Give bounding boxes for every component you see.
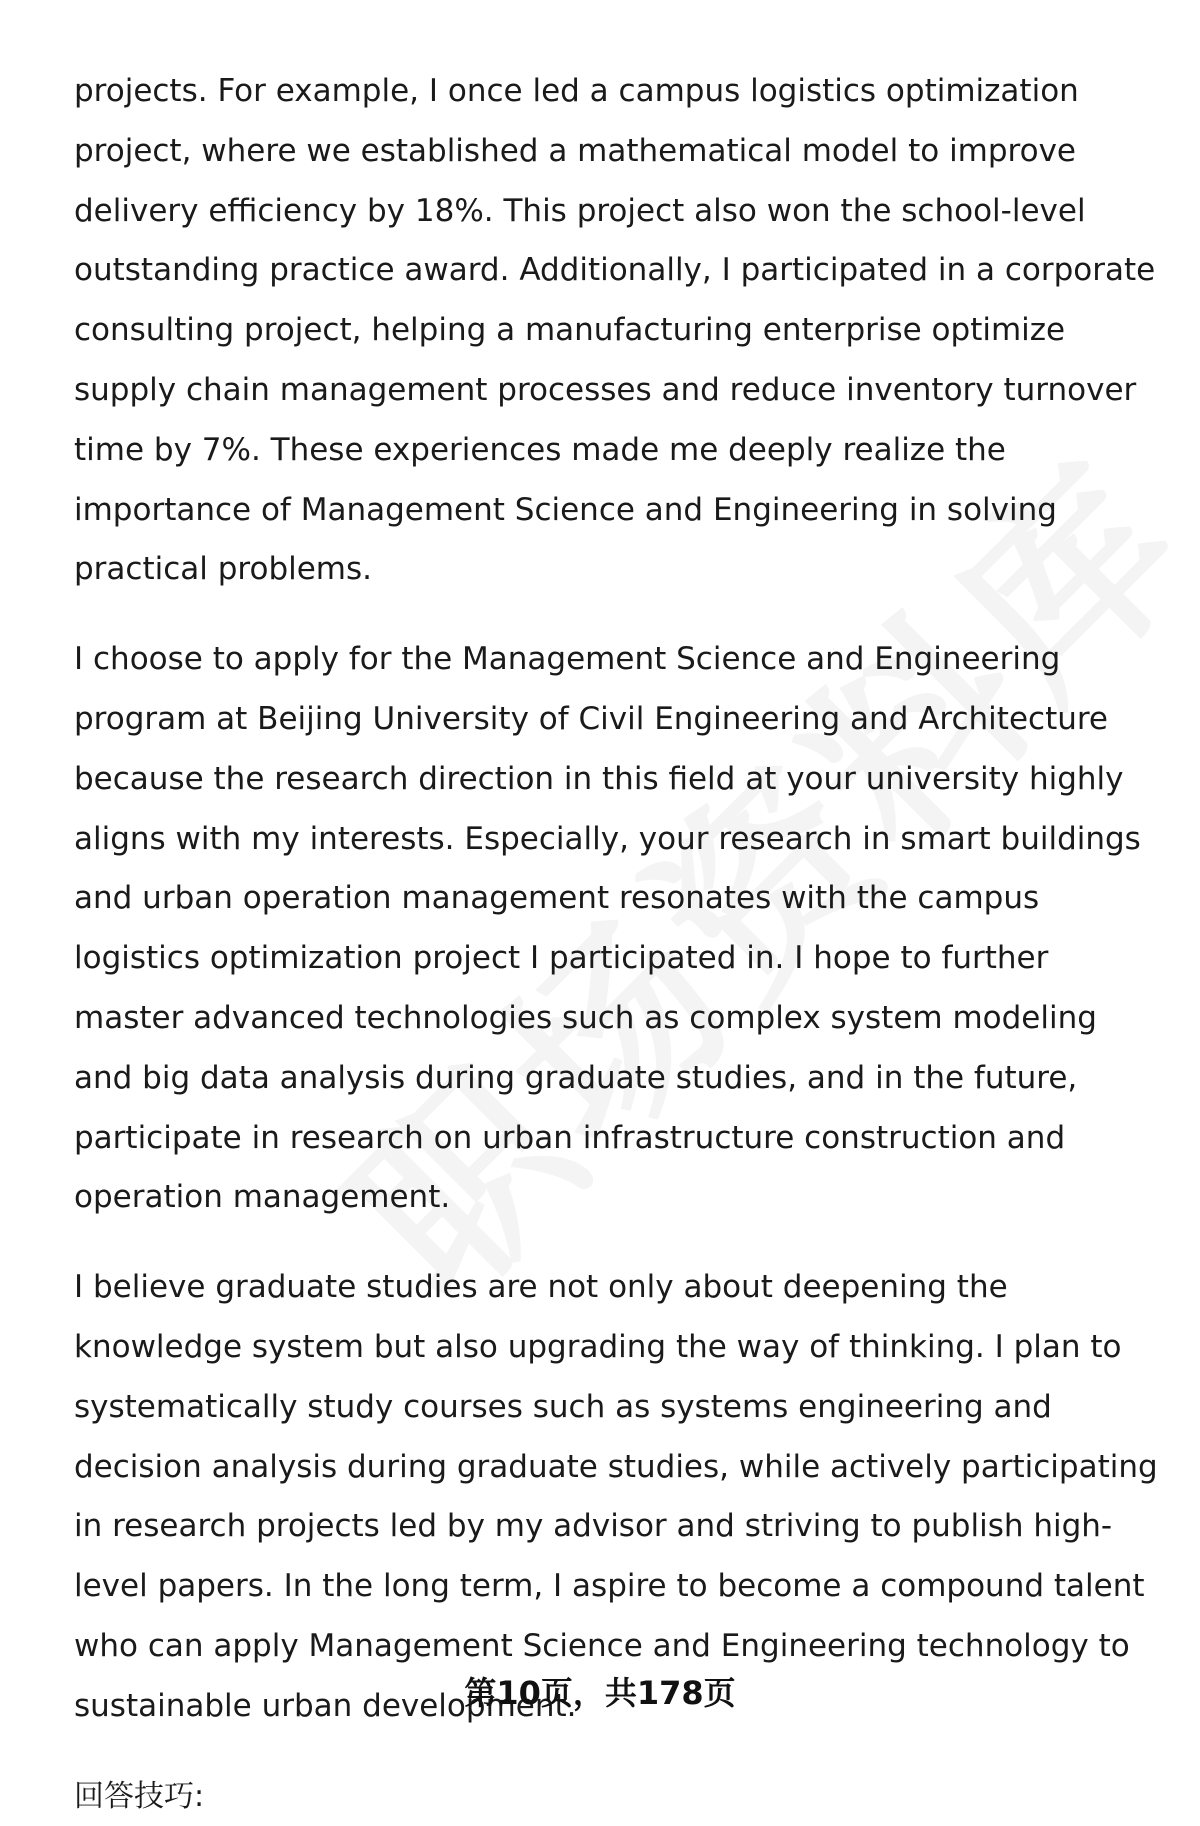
page-number-footer: 第10页，共178页: [464, 1674, 736, 1712]
paragraph-2: I choose to apply for the Management Science and Engineering program at Beijing University of Civil Engineering and Architecture because the research direction in this field at your university highly aligns with my interests. Especially, your research in smart buildings and urban operation management resonates with the campus logistics optimization project I participated in. I hope to further master advanced technologies such as complex system modeling and big data analysis during graduate studies, and in the future, participate in research on urban infrastructure construction and operation management.: [74, 641, 1141, 1216]
answer-tips-label: 回答技巧:: [74, 1778, 205, 1814]
document-body: [74, 62, 1164, 1826]
paragraph-3: I believe graduate studies are not only about deepening the knowledge system but also upgrading the way of thinking. I plan to systematically study courses such as systems engineering and decision analysis during graduate studies, while actively participating in research projects led by my advisor and striving to publish high-level papers. In the long term, I aspire to become a compound talent who can apply Management Science and Engineering technology to sustainable urban development.: [74, 1269, 1158, 1724]
paragraph-1: projects. For example, I once led a campus logistics optimization project, where we established a mathematical model to improve delivery efficiency by 18%. This project also won the school-level outstanding practice award. Additionally, I participated in a corporate consulting project, helping a manufacturing enterprise optimize supply chain management processes and reduce inventory turnover time by 7%. These experiences made me deeply realize the importance of Management Science and Engineering in solving practical problems.: [74, 73, 1156, 588]
